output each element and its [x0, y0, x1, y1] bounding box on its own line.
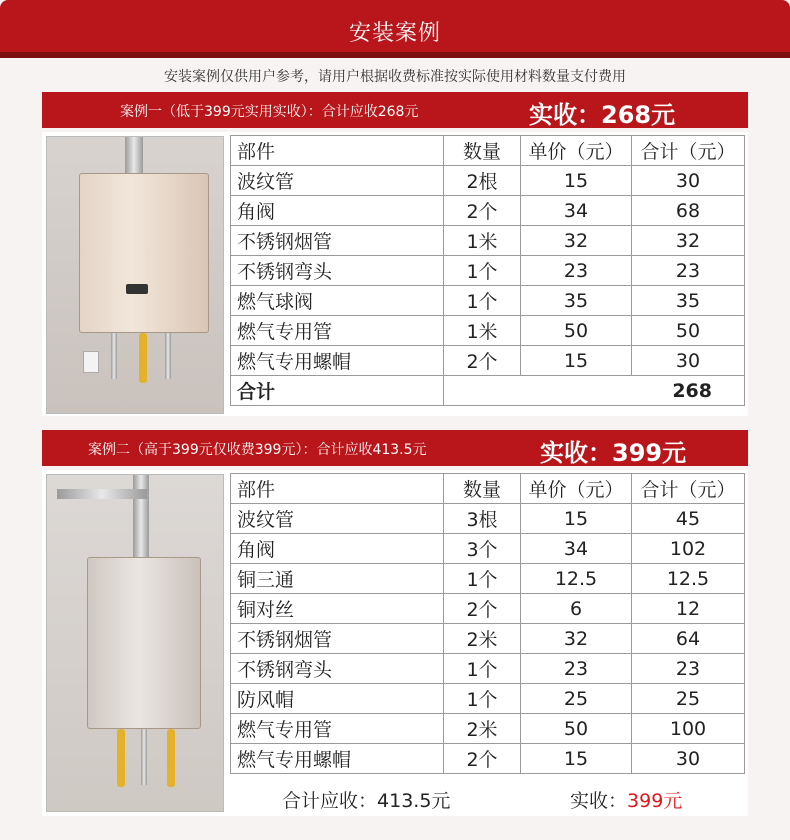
- heater-display: [126, 284, 148, 294]
- subtotal: 68: [632, 196, 745, 226]
- table-total-row: [231, 376, 745, 406]
- quantity: 1米: [444, 316, 521, 346]
- part-name: 不锈钢烟管: [231, 624, 444, 654]
- gas-pipe: [117, 729, 125, 787]
- footer-total-value: 413.5元: [377, 790, 451, 812]
- subtotal: 30: [632, 166, 745, 196]
- unit-price: 15: [521, 346, 632, 376]
- col-qty: 数量: [444, 136, 521, 166]
- subtotal: 64: [632, 624, 745, 654]
- subtotal: 12.5: [632, 564, 745, 594]
- col-qty: 数量: [444, 474, 521, 504]
- part-name: 不锈钢弯头: [231, 256, 444, 286]
- case2-actual: [540, 433, 686, 468]
- part-name: 波纹管: [231, 504, 444, 534]
- case2-footer-total: [282, 786, 450, 813]
- case2-actual-value: 399元: [612, 439, 687, 467]
- water-heater-body: [87, 557, 201, 729]
- case2-table: [230, 473, 745, 774]
- case1-actual: [529, 95, 675, 130]
- unit-price: 34: [521, 534, 632, 564]
- case1-header-bar: [42, 92, 748, 128]
- part-name: 铜对丝: [231, 594, 444, 624]
- part-name: 燃气专用螺帽: [231, 346, 444, 376]
- water-pipe: [165, 333, 171, 379]
- table-row: [231, 684, 745, 714]
- table-row: [231, 166, 745, 196]
- case1-panel: [42, 132, 748, 416]
- quantity: 2个: [444, 346, 521, 376]
- total-value: 268: [444, 376, 745, 406]
- gas-pipe: [139, 333, 147, 383]
- subtotal: 50: [632, 316, 745, 346]
- col-part: 部件: [231, 474, 444, 504]
- col-subtotal: 合计（元）: [632, 474, 745, 504]
- table-row: [231, 564, 745, 594]
- part-name: 角阀: [231, 196, 444, 226]
- subtotal: 23: [632, 256, 745, 286]
- power-socket: [83, 351, 99, 373]
- title-banner: [0, 0, 790, 58]
- unit-price: 15: [521, 166, 632, 196]
- quantity: 3个: [444, 534, 521, 564]
- unit-price: 6: [521, 594, 632, 624]
- water-pipe: [111, 333, 117, 379]
- quantity: 2米: [444, 624, 521, 654]
- col-part: 部件: [231, 136, 444, 166]
- table-row: [231, 744, 745, 774]
- unit-price: 50: [521, 316, 632, 346]
- unit-price: 35: [521, 286, 632, 316]
- gas-pipe: [167, 729, 175, 787]
- subtotal: 30: [632, 744, 745, 774]
- subtotal: 25: [632, 684, 745, 714]
- quantity: 2个: [444, 744, 521, 774]
- case2-panel: [42, 470, 748, 816]
- part-name: 防风帽: [231, 684, 444, 714]
- case2-actual-label: 实收：: [540, 439, 612, 467]
- case2-water-heater-photo: [46, 474, 224, 812]
- table-header-row: [231, 136, 745, 166]
- part-name: 铜三通: [231, 564, 444, 594]
- subtotal: 30: [632, 346, 745, 376]
- unit-price: 23: [521, 256, 632, 286]
- part-name: 燃气专用管: [231, 714, 444, 744]
- subtotal: 23: [632, 654, 745, 684]
- part-name: 不锈钢弯头: [231, 654, 444, 684]
- quantity: 2个: [444, 594, 521, 624]
- quantity: 2个: [444, 196, 521, 226]
- case1-water-heater-photo: [46, 136, 224, 414]
- part-name: 角阀: [231, 534, 444, 564]
- quantity: 1个: [444, 256, 521, 286]
- case1-table: [230, 135, 745, 406]
- subtotal: 100: [632, 714, 745, 744]
- table-row: [231, 504, 745, 534]
- unit-price: 15: [521, 504, 632, 534]
- part-name: 燃气专用螺帽: [231, 744, 444, 774]
- subtotal: 45: [632, 504, 745, 534]
- title-banner-edge: [0, 52, 790, 58]
- col-price: 单价（元）: [521, 474, 632, 504]
- table-row: [231, 226, 745, 256]
- unit-price: 23: [521, 654, 632, 684]
- quantity: 1个: [444, 286, 521, 316]
- table-header-row: [231, 474, 745, 504]
- case1-actual-label: 实收：: [529, 101, 601, 129]
- table-row: [231, 286, 745, 316]
- table-row: [231, 534, 745, 564]
- quantity: 2米: [444, 714, 521, 744]
- quantity: 2根: [444, 166, 521, 196]
- quantity: 3根: [444, 504, 521, 534]
- footer-actual-value: 399元: [627, 790, 683, 812]
- subtotal: 35: [632, 286, 745, 316]
- quantity: 1个: [444, 684, 521, 714]
- flue-pipe: [125, 137, 143, 177]
- unit-price: 34: [521, 196, 632, 226]
- quantity: 1米: [444, 226, 521, 256]
- water-pipe: [141, 729, 147, 785]
- page-title: 安装案例: [348, 21, 441, 46]
- part-name: 波纹管: [231, 166, 444, 196]
- table-row: [231, 594, 745, 624]
- table-row: [231, 654, 745, 684]
- quantity: 1个: [444, 564, 521, 594]
- unit-price: 32: [521, 226, 632, 256]
- water-heater-body: [79, 173, 209, 333]
- part-name: 燃气专用管: [231, 316, 444, 346]
- table-row: [231, 346, 745, 376]
- table-row: [231, 316, 745, 346]
- table-row: [231, 256, 745, 286]
- case1-label: 案例一（低于399元实用实收）：合计应收268元: [120, 104, 419, 120]
- quantity: 1个: [444, 654, 521, 684]
- subtotal: 32: [632, 226, 745, 256]
- part-name: 燃气球阀: [231, 286, 444, 316]
- unit-price: 15: [521, 744, 632, 774]
- col-subtotal: 合计（元）: [632, 136, 745, 166]
- page-subtitle: 安装案例仅供用户参考，请用户根据收费标准按实际使用材料数量支付费用: [164, 69, 626, 85]
- case1-actual-value: 268元: [601, 101, 676, 129]
- table-row: [231, 714, 745, 744]
- unit-price: 50: [521, 714, 632, 744]
- footer-total-label: 合计应收：: [282, 790, 378, 812]
- case2-footer-actual: [570, 786, 682, 813]
- unit-price: 25: [521, 684, 632, 714]
- case2-header-bar: [42, 430, 748, 466]
- subtotal: 12: [632, 594, 745, 624]
- unit-price: 32: [521, 624, 632, 654]
- table-row: [231, 196, 745, 226]
- total-label: 合计: [231, 376, 444, 406]
- subtotal: 102: [632, 534, 745, 564]
- flue-pipe-horizontal: [57, 489, 147, 499]
- part-name: 不锈钢烟管: [231, 226, 444, 256]
- case2-label: 案例二（高于399元仅收费399元）：合计应收413.5元: [88, 442, 427, 458]
- footer-actual-label: 实收：: [570, 790, 628, 812]
- table-row: [231, 624, 745, 654]
- col-price: 单价（元）: [521, 136, 632, 166]
- unit-price: 12.5: [521, 564, 632, 594]
